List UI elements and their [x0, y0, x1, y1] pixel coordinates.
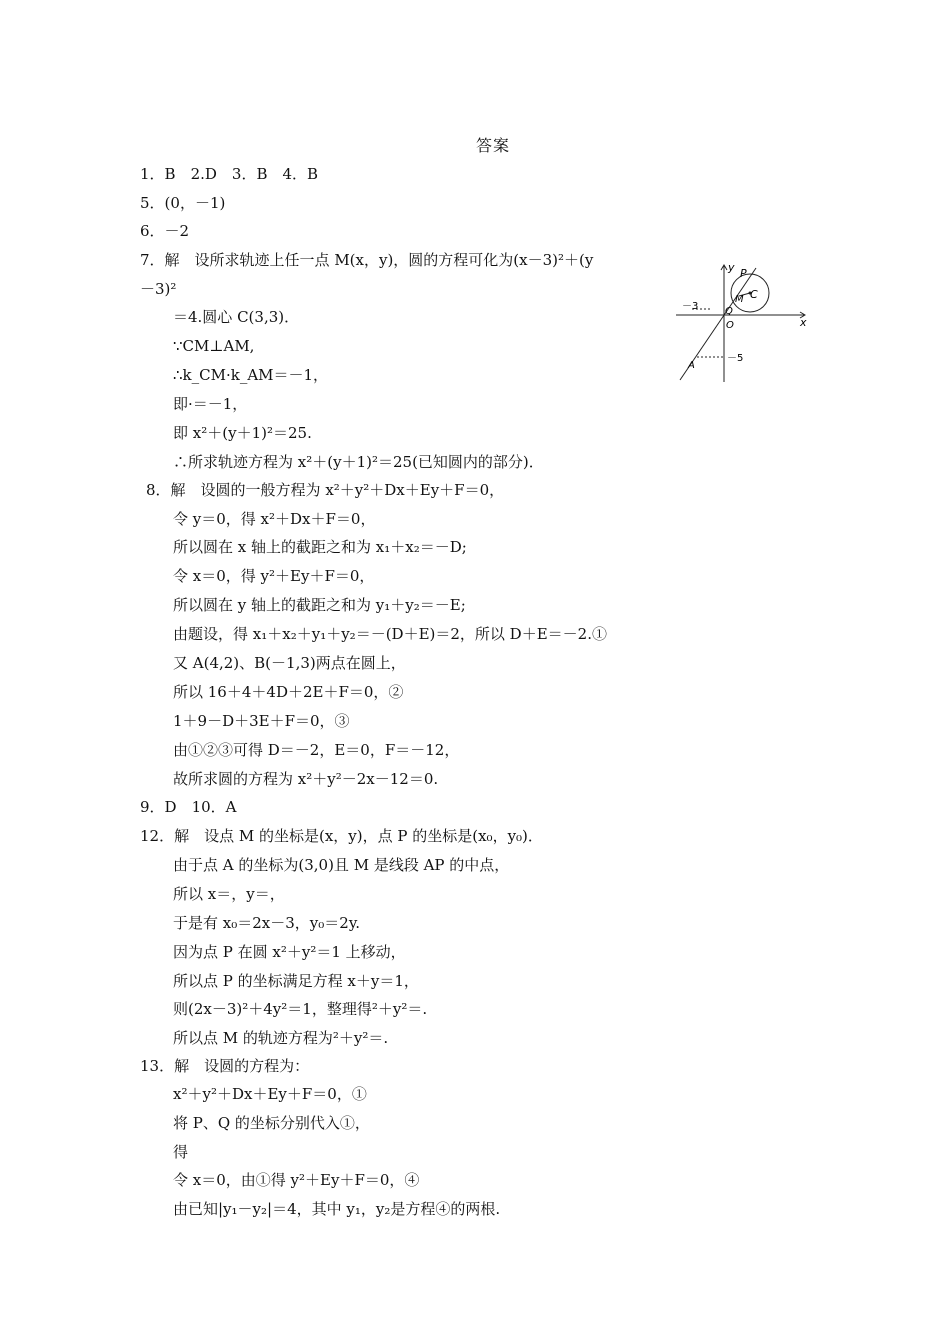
label-p: P: [740, 267, 747, 280]
answer-line: 1＋9－D＋3E＋F＝0，③: [173, 712, 350, 730]
answer-line: 令 x＝0，得 y²＋Ey＋F＝0，: [173, 567, 375, 585]
answer-line: 12．解 设点 M 的坐标是(x，y)，点 P 的坐标是(x₀，y₀)．: [140, 827, 543, 845]
answer-line: 7．解 设所求轨迹上任一点 M(x，y)，圆的方程可化为(x－3)²＋(y: [140, 251, 594, 269]
answer-line: －3)²: [140, 280, 177, 298]
answer-line: 所以点 M 的轨迹方程为²＋y²＝.: [173, 1029, 389, 1047]
label-m: M: [735, 294, 744, 305]
answer-line: 令 x＝0，由①得 y²＋Ey＋F＝0，④: [173, 1171, 420, 1189]
answer-line: 所以点 P 的坐标满足方程 x＋y＝1，: [173, 972, 419, 990]
answer-line: 故所求圆的方程为 x²＋y²－2x－12＝0.: [173, 770, 439, 788]
answer-line: ∴k_CM·k_AM＝－1，: [173, 366, 329, 384]
answer-line: 8．解 设圆的一般方程为 x²＋y²＋Dx＋Ey＋F＝0，: [146, 481, 505, 499]
answer-line: 由于点 A 的坐标为(3,0)且 M 是线段 AP 的中点，: [173, 856, 510, 874]
answer-line: ∴所求轨迹方程为 x²＋(y＋1)²＝25(已知圆内的部分)．: [173, 453, 544, 471]
label-neg5: －5: [727, 353, 744, 364]
answer-line: 得: [173, 1143, 189, 1161]
page-title: 答案: [475, 136, 510, 155]
answer-line: 则(2x－3)²＋4y²＝1，整理得²＋y²＝.: [173, 1000, 428, 1018]
label-x: x: [800, 316, 807, 329]
answer-line: 所以 16＋4＋4D＋2E＋F＝0，②: [173, 683, 404, 701]
answer-line: 1．B 2.D 3．B 4．B: [140, 165, 319, 183]
answer-line: 即 x²＋(y＋1)²＝25.: [173, 424, 312, 442]
label-o: O: [726, 320, 734, 331]
answer-line: 13．解 设圆的方程为：: [140, 1057, 310, 1075]
label-neg3: －3: [682, 301, 699, 312]
answer-line: 5．(0，－1): [140, 194, 226, 212]
answer-line: 即·＝－1，: [173, 395, 248, 413]
answer-line: 6．－2: [140, 222, 190, 240]
answer-line: 令 y＝0，得 x²＋Dx＋F＝0，: [173, 510, 376, 528]
answer-line: ＝4.圆心 C(3,3)．: [173, 308, 300, 326]
label-c: C: [750, 288, 758, 301]
answer-line: 于是有 x₀＝2x－3，y₀＝2y.: [173, 914, 361, 932]
answer-line: 因为点 P 在圆 x²＋y²＝1 上移动，: [173, 943, 406, 961]
answer-line: 由①②③可得 D＝－2，E＝0，F＝－12，: [173, 741, 460, 759]
answer-line: 又 A(4,2)、B(－1,3)两点在圆上，: [173, 654, 406, 672]
answer-line: 将 P、Q 的坐标分别代入①，: [173, 1114, 370, 1132]
answer-line: 所以圆在 y 轴上的截距之和为 y₁＋y₂＝－E;: [173, 596, 466, 614]
coordinate-diagram: [672, 262, 812, 384]
label-a: A: [688, 360, 695, 371]
answer-line: 由已知|y₁－y₂|＝4，其中 y₁，y₂是方程④的两根.: [173, 1200, 501, 1218]
answer-line: ∵CM⊥AM,: [173, 337, 255, 355]
answer-line: 由题设，得 x₁＋x₂＋y₁＋y₂＝－(D＋E)＝2，所以 D＋E＝－2.①: [173, 625, 607, 643]
label-q: Q: [725, 306, 733, 317]
answer-line: 9．D 10．A: [140, 798, 237, 816]
answer-line: x²＋y²＋Dx＋Ey＋F＝0，①: [173, 1085, 367, 1103]
label-y: y: [728, 262, 735, 274]
answer-line: 所以圆在 x 轴上的截距之和为 x₁＋x₂＝－D;: [173, 538, 467, 556]
answer-line: 所以 x＝，y＝，: [173, 885, 285, 903]
